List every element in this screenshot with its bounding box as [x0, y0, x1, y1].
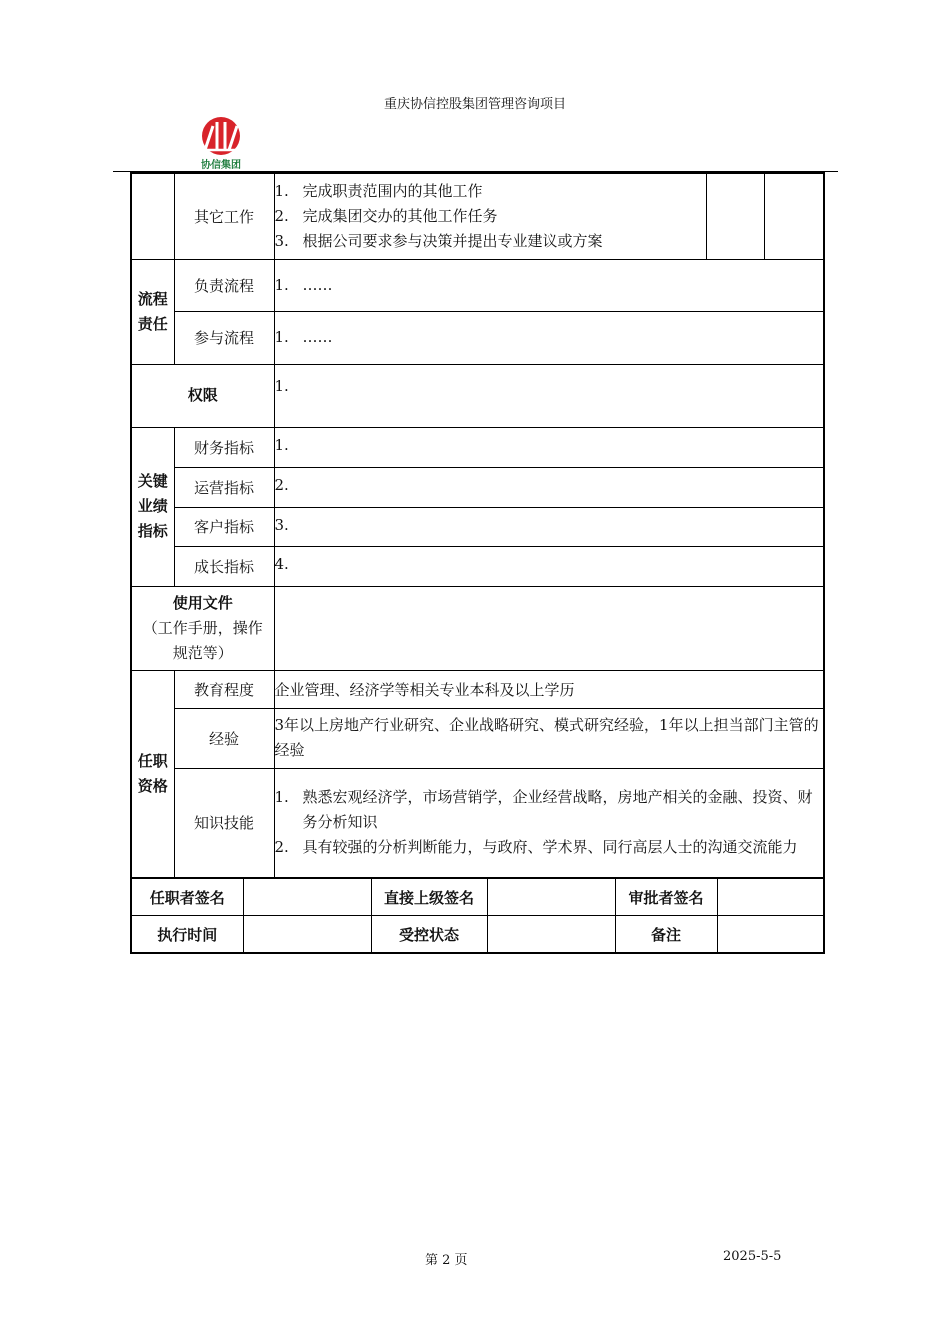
empty-cell: [764, 173, 824, 259]
documents-label-cell: [131, 586, 274, 670]
company-logo: [195, 116, 247, 172]
employee-signature-label: 任职者签名: [131, 879, 243, 916]
execution-time-label: 执行时间: [131, 916, 243, 954]
process-group-label: 流程责任: [131, 259, 174, 364]
other-work-content: [274, 173, 706, 259]
kpi-label: 客户指标: [174, 507, 274, 546]
remarks-field[interactable]: [717, 916, 824, 954]
list-item: 1. 完成职责范围内的其他工作: [274, 181, 483, 200]
responsible-process-label: 负责流程: [174, 259, 274, 311]
control-status-label: 受控状态: [371, 916, 487, 954]
responsible-process-value: 1. ……: [274, 259, 824, 311]
table-row: [131, 768, 824, 878]
list-item: 2. 具有较强的分析判断能力，与政府、学术界、同行高层人士的沟通交流能力: [274, 838, 798, 857]
authority-label: 权限: [131, 364, 274, 427]
qualification-group-label: 任职资格: [131, 670, 174, 878]
table-row: [131, 311, 824, 364]
kpi-label: 财务指标: [174, 427, 274, 467]
kpi-value: 4.: [274, 546, 824, 586]
authority-value: 1.: [274, 364, 824, 427]
approver-signature-label: 审批者签名: [615, 879, 717, 916]
supervisor-signature-label: 直接上级签名: [371, 879, 487, 916]
education-value: 企业管理、经济学等相关专业本科及以上学历: [274, 670, 824, 708]
documents-label: 使用文件: [172, 593, 233, 612]
employee-signature-field[interactable]: [243, 879, 371, 916]
kpi-group-label: 关键业绩指标: [131, 427, 174, 586]
table-row: [131, 879, 824, 916]
empty-cell: [706, 173, 764, 259]
table-row: [131, 173, 824, 259]
project-title: 重庆协信控股集团管理咨询项目: [383, 97, 566, 112]
supervisor-signature-field[interactable]: [487, 879, 615, 916]
list-item: 2. 完成集团交办的其他工作任务: [274, 206, 498, 225]
table-row: [131, 364, 824, 427]
experience-value: 3年以上房地产行业研究、企业战略研究、模式研究经验，1年以上担当部门主管的经验: [274, 708, 824, 768]
signature-table: [130, 878, 825, 954]
execution-time-field[interactable]: [243, 916, 371, 954]
experience-label: 经验: [174, 708, 274, 768]
table-row: [131, 586, 824, 670]
documents-sublabel: （工作手册，操作规范等）: [142, 618, 263, 662]
kpi-label: 运营指标: [174, 467, 274, 507]
skills-value: [274, 768, 824, 878]
participate-process-value: 1. ……: [274, 311, 824, 364]
kpi-value: 1.: [274, 427, 824, 467]
participate-process-label: 参与流程: [174, 311, 274, 364]
table-row: [131, 708, 824, 768]
table-row: [131, 467, 824, 507]
control-status-field[interactable]: [487, 916, 615, 954]
page-number: 第 2 页: [425, 1253, 468, 1268]
skills-label: 知识技能: [174, 768, 274, 878]
table-row: [131, 507, 824, 546]
remarks-label: 备注: [615, 916, 717, 954]
documents-value: [274, 586, 824, 670]
kpi-value: 2.: [274, 467, 824, 507]
kpi-value: 3.: [274, 507, 824, 546]
empty-cell: [131, 173, 174, 259]
logo-text: 协信集团: [201, 160, 241, 171]
table-row: [131, 916, 824, 954]
table-row: [131, 259, 824, 311]
list-item: 1. 熟悉宏观经济学，市场营销学，企业经营战略，房地产相关的金融、投资、财务分析知识: [274, 788, 813, 832]
job-description-table: [130, 172, 825, 879]
table-row: [131, 546, 824, 586]
footer-date: 2025-5-5: [723, 1249, 782, 1264]
approver-signature-field[interactable]: [717, 879, 824, 916]
education-label: 教育程度: [174, 670, 274, 708]
list-item: 3. 根据公司要求参与决策并提出专业建议或方案: [274, 231, 603, 250]
table-row: [131, 427, 824, 467]
kpi-label: 成长指标: [174, 546, 274, 586]
table-row: [131, 670, 824, 708]
other-work-label: 其它工作: [174, 173, 274, 259]
